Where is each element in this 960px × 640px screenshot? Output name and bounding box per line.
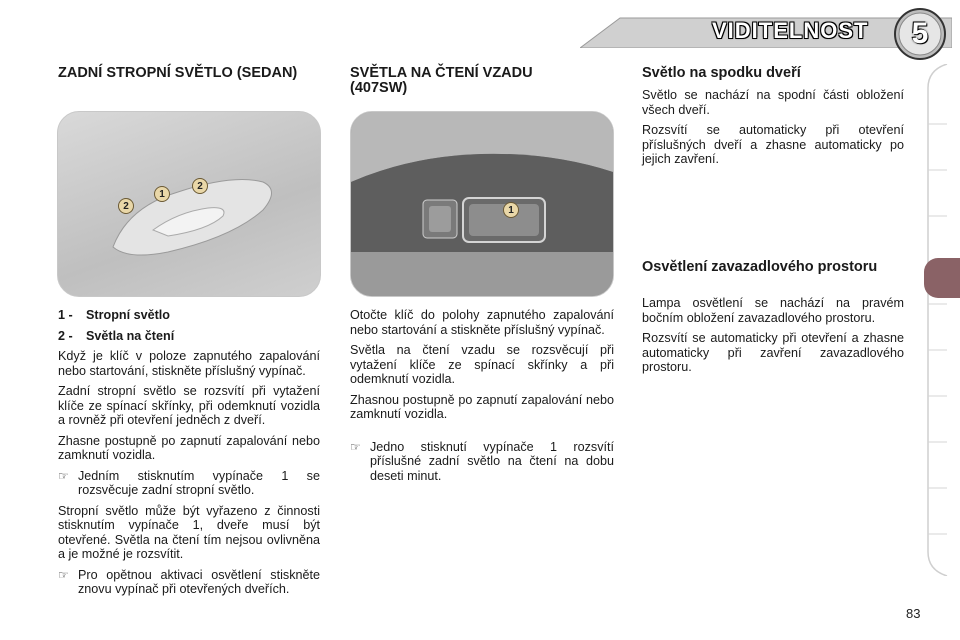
pointing-hand-icon: ☞ xyxy=(58,468,69,483)
chapter-side-tabs xyxy=(926,64,948,576)
boot-light-text xyxy=(642,296,904,381)
door-light-text xyxy=(642,88,904,173)
pointing-hand-icon: ☞ xyxy=(58,567,69,582)
paragraph: Zadní stropní světlo se rozsvítí při vytažení klíče ze spínací skřínky, při odemknutí vozidla a rovněž při otevření jedněch z dveří. xyxy=(58,384,320,427)
rear-ceiling-light-text xyxy=(58,308,320,603)
page-number: 83 xyxy=(906,606,921,621)
callout-1: 1 xyxy=(154,186,170,202)
paragraph: Zhasnou postupně po zapnutí zapalování nebo zamknutí vozidla. xyxy=(350,392,614,421)
boot-light-heading: Osvětlení zavazadlového prostoru xyxy=(642,259,878,275)
paragraph: Světla na čtení vzadu se rozsvěcují při vytažení klíče ze spínací skřínky a při odemknutí vozidla. xyxy=(350,343,614,386)
door-light-heading: Světlo na spodku dveří xyxy=(642,65,801,81)
legend-item-1: 1 - Stropní světlo xyxy=(58,308,170,322)
paragraph: Světlo se nachází na spodní části obložení všech dveří. xyxy=(642,88,904,117)
instruction-bullet: ☞ Jedno stisknutí vypínače 1 rozsvítí příslušné zadní světlo na čtení na dobu deseti minut. xyxy=(350,439,614,483)
instruction-bullet: ☞ Pro opětnou aktivaci osvětlení stiskněte znovu vypínač při otevřených dveřích. xyxy=(58,567,320,596)
rear-ceiling-light-heading: ZADNÍ STROPNÍ SVĚTLO (SEDAN) xyxy=(58,65,298,81)
callout-2-right: 2 xyxy=(192,178,208,194)
paragraph: Otočte klíč do polohy zapnutého zapalování nebo startování a stiskněte příslušný vypínač. xyxy=(350,308,614,337)
chapter-number: 5 xyxy=(911,17,929,50)
legend-item-2: 2 - Světla na čtení xyxy=(58,328,175,343)
chapter-number-badge xyxy=(892,6,948,62)
paragraph: Když je klíč v poloze zapnutého zapalování nebo startování, stiskněte příslušný vypínač. xyxy=(58,349,320,378)
side-tabs-outline xyxy=(926,64,948,576)
paragraph: Rozsvítí se automaticky při otevření a zhasne automaticky při zavření zavazadlového prostoru. xyxy=(642,331,904,374)
reading-light-illustration xyxy=(351,112,613,296)
rear-ceiling-light-photo xyxy=(57,111,321,297)
chapter-title: VIDITELNOST xyxy=(712,18,869,43)
reading-lights-photo xyxy=(350,111,614,297)
reading-lights-heading: SVĚTLA NA ČTENÍ VZADU (407SW) xyxy=(350,65,533,96)
ceiling-light-illustration xyxy=(58,112,320,296)
reading-lights-text xyxy=(350,308,614,489)
callout-2-left: 2 xyxy=(118,198,134,214)
active-chapter-tab[interactable] xyxy=(924,258,960,298)
paragraph: Stropní světlo může být vyřazeno z činnosti stisknutím vypínače 1, dveře musí být otevřené. Světla na čtení tím nejsou ovlivněna a je možné je rozsvítit. xyxy=(58,503,320,561)
callout-1: 1 xyxy=(503,202,519,218)
paragraph: Zhasne postupně po zapnutí zapalování nebo zamknutí vozidla. xyxy=(58,433,320,462)
pointing-hand-icon: ☞ xyxy=(350,439,361,454)
paragraph: Lampa osvětlení se nachází na pravém bočním obložení zavazadlového prostoru. xyxy=(642,296,904,325)
paragraph: Rozsvítí se automaticky při otevření příslušných dveří a zhasne automaticky po jejich zavření. xyxy=(642,123,904,166)
instruction-bullet: ☞ Jedním stisknutím vypínače 1 se rozsvěcuje zadní stropní světlo. xyxy=(58,468,320,497)
